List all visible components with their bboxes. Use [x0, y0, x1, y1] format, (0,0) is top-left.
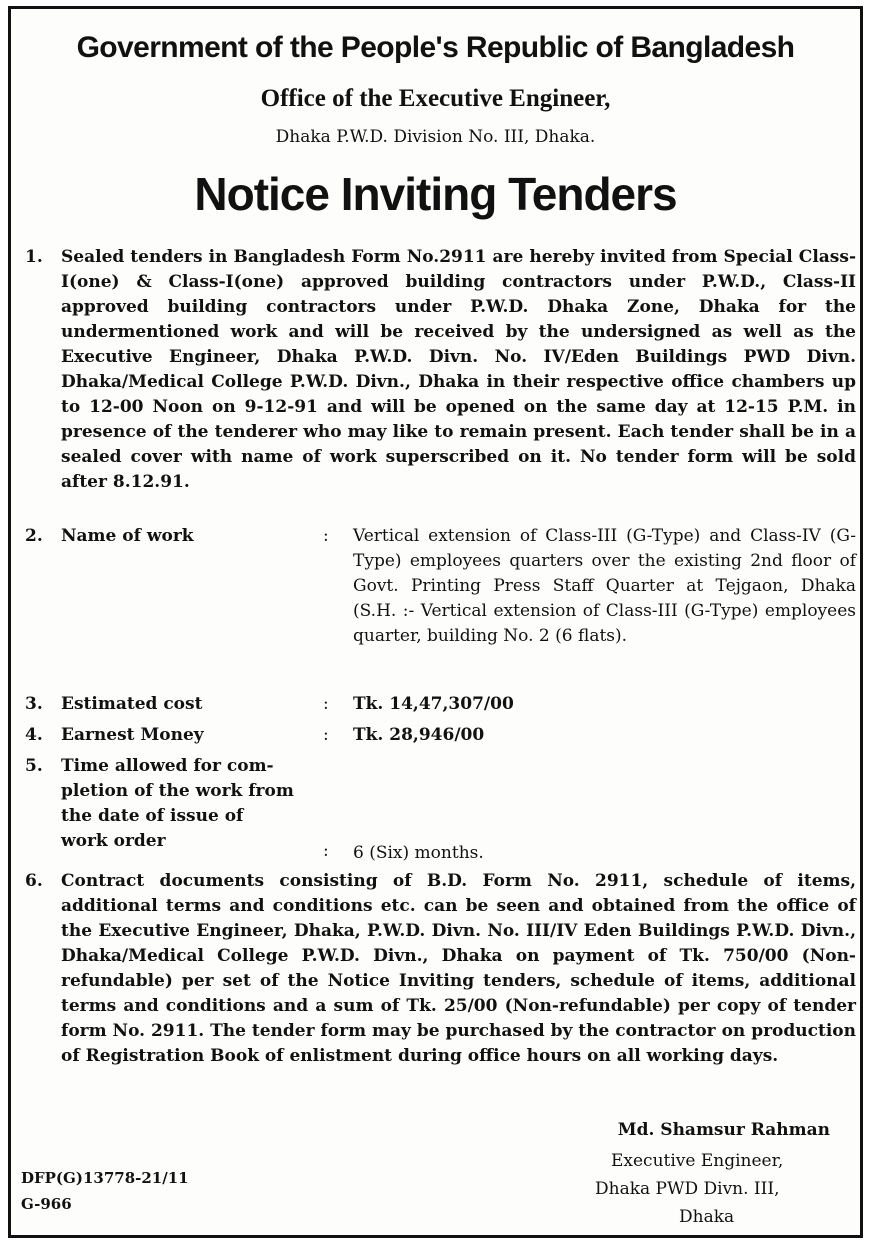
item-6-text: Contract documents consisting of B.D. Form No. 2911, schedule of items, additional terms and conditions etc. can be seen and obtained from the office of the Executive Engineer, Dhaka, P.W.D. Divn. No. III/IV Eden Buildings P.W.D. Divn., Dhaka/Medical College P.W.D. Divn., Dhaka on payment of Tk. 750/00 (Non-refundable) per set of the Notice Inviting tenders, schedule of items, additional terms and conditions and a sum of Tk. 25/00 (Non-refundable) per copy of tender form No. 2911. The tender form may be purchased by the contractor on production of Registration Book of enlistment during office hours on all working days. [61, 871, 856, 1066]
item-6-number: 6. [25, 871, 43, 891]
item-3-colon: : [323, 694, 329, 714]
notice-document [8, 6, 863, 1238]
item-3-number: 3. [25, 694, 43, 714]
item-1-text: Sealed tenders in Bangladesh Form No.2911 are hereby invited from Special Class-I(one) & Class-I(one) approved building contractors under P.W.D., Class-II approved building contractors under P.W.D. Dhaka Zone, Dhaka for the undermentioned work and will be received by the undersigned as well as the Executive Engineer, Dhaka P.W.D. Divn. No. IV/Eden Buildings PWD Divn. Dhaka/Medical College P.W.D. Divn., Dhaka in their respective office chambers up to 12-00 Noon on 9-12-91 and will be opened on the same day at 12-15 P.M. in presence of the tenderer who may like to remain present. Each tender shall be in a sealed cover with name of work superscribed on it. No tender form will be sold after 8.12.91. [61, 247, 856, 492]
item-4-colon: : [323, 725, 329, 745]
signatory-designation: Executive Engineer, [611, 1151, 784, 1171]
item-2-colon: : [323, 526, 329, 546]
item-4-value: Tk. 28,946/00 [353, 725, 485, 745]
division-heading: Dhaka P.W.D. Division No. III, Dhaka. [275, 127, 596, 147]
government-heading: Government of the People's Republic of Bangladesh [76, 31, 795, 64]
signatory-name: Md. Shamsur Rahman [617, 1120, 830, 1140]
reference-code: DFP(G)13778-21/11 [21, 1169, 189, 1187]
item-4-label: Earnest Money [61, 725, 204, 745]
reference-number: G-966 [21, 1195, 72, 1213]
item-1-number: 1. [25, 247, 43, 267]
item-4-number: 4. [25, 725, 43, 745]
office-heading: Office of the Executive Engineer, [260, 85, 611, 112]
item-5-value: 6 (Six) months. [353, 843, 484, 863]
item-3-value: Tk. 14,47,307/00 [353, 694, 514, 714]
item-2-label: Name of work [61, 526, 194, 546]
item-5-label [61, 754, 294, 854]
signatory-division: Dhaka PWD Divn. III, [595, 1179, 780, 1199]
item-2-number: 2. [25, 526, 43, 546]
notice-title: Notice Inviting Tenders [194, 168, 677, 220]
item-5-label-line: pletion of the work from [61, 781, 294, 801]
item-5-label-line: Time allowed for com- [61, 756, 274, 776]
item-5-label-line: work order [61, 831, 166, 851]
item-5-number: 5. [25, 756, 43, 776]
item-5-colon: : [323, 841, 329, 861]
item-5-label-line: the date of issue of [61, 806, 244, 826]
signatory-city: Dhaka [679, 1207, 735, 1227]
item-2-value: Vertical extension of Class-III (G-Type) and Class-IV (G-Type) employees quarters over the existing 2nd floor of Govt. Printing Press Staff Quarter at Tejgaon, Dhaka (S.H. :- Vertical extension of Class-III (G-Type) employees quarter, building No. 2 (6 flats). [353, 526, 856, 646]
item-3-label: Estimated cost [61, 694, 203, 714]
